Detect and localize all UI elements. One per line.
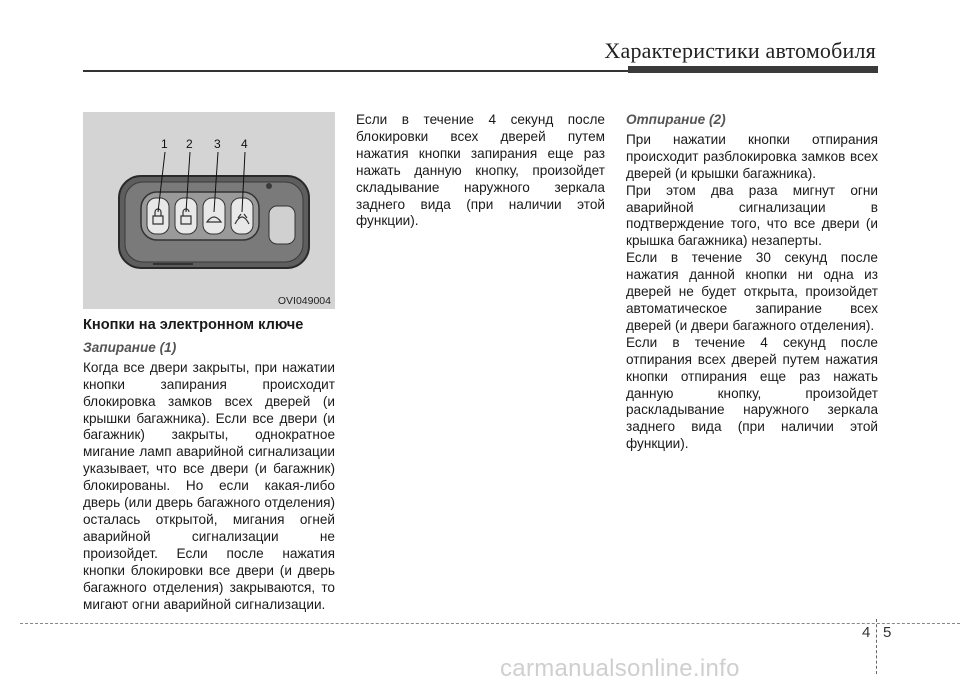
footer-rule <box>20 623 960 625</box>
figure-code: OVI049004 <box>277 295 331 307</box>
page-number: 5 <box>883 624 892 641</box>
column-2 <box>356 112 605 230</box>
key-release-slot <box>269 206 295 244</box>
lock-subtitle: Запирание (1) <box>83 339 177 355</box>
header-rule <box>83 70 628 72</box>
callout-4: 4 <box>241 137 248 151</box>
mirror-fold-paragraph: Если в течение 4 секунд после блокировки всех дверей путем нажатия кнопки запирания еще раз нажать данную кнопку, произойдет складывание наружного зеркала заднего вида (при наличии этой функции). <box>356 112 605 229</box>
column-1 <box>83 317 335 613</box>
callout-2: 2 <box>186 137 193 151</box>
callout-3: 3 <box>214 137 221 151</box>
smart-key-illustration <box>83 112 335 309</box>
callout-1: 1 <box>161 137 168 151</box>
unlock-paragraph-4: Если в течение 4 секунд после отпирания всех дверей путем нажатия кнопки отпирания еще раз нажать данную кнопку, произойдет раскладывание наружного зеркала заднего вида (при наличии этой функции). <box>626 334 878 452</box>
lock-paragraph: Когда все двери закрыты, при нажатии кнопки запирания происходит блокировка замков всех дверей (и крышки багажника). Если все двери (и багажник) закрыты, однократное мигание ламп аварийной сигнализации указывает, что все двери (и багажник) блокированы. Но если какая-либо дверь (или дверь багажного отделения) осталась открытой, мигания огней аварийной сигнализации не произойдет. Если после нажатия кнопки блокировки все двери (и дверь багажного отделения) закрываются, то мигают огни аварийной сигнализации. <box>83 359 335 612</box>
page-header-title: Характеристики автомобиля <box>604 38 876 63</box>
column-3 <box>626 112 878 453</box>
unlock-paragraph-1: При нажатии кнопки отпирания происходит разблокировка замков всех дверей (и крышки багажника). <box>626 131 878 181</box>
header-rule-accent <box>628 66 878 73</box>
unlock-paragraph-3: Если в течение 30 секунд после нажатия данной кнопки ни одна из дверей не будет открыта, произойдет автоматическое запирание всех дверей (и двери багажного отделения). <box>626 250 878 333</box>
watermark: carmanualsonline.info <box>500 655 740 682</box>
trunk-button-icon <box>203 198 225 234</box>
chapter-number: 4 <box>862 624 871 641</box>
smart-key-figure <box>83 112 335 309</box>
unlock-paragraph-2: При этом два раза мигнут огни аварийной сигнализации в подтверждение того, что все двери (и крышка багажника) незаперты. <box>626 182 878 249</box>
unlock-subtitle: Отпирание (2) <box>626 112 726 127</box>
page-number-divider <box>876 619 878 674</box>
section-title: Кнопки на электронном ключе <box>83 317 304 333</box>
